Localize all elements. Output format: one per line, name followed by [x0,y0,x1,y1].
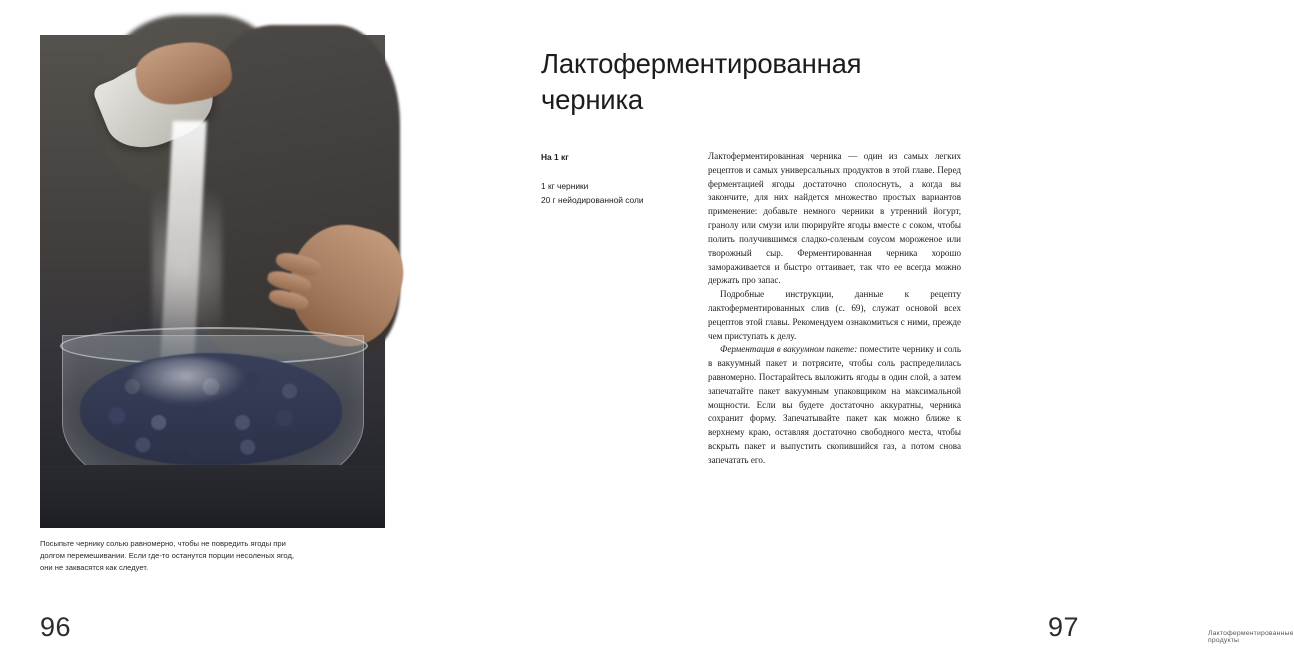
page-number-right: 97 [1048,612,1080,642]
photo-salt-on-berries [126,357,246,405]
photo-table-surface [40,465,385,528]
body-paragraph: Лактоферментированная черника — один из самых легких рецептов и самых универсальных продуктов в этой главе. Перед ферментацией ягоды достаточно сполоснуть, а когда вы закончите, для них найдется множество простых вариантов применение: добавьте немного черники в утренний йогурт, гранолу или смузи или пюрируйте ягоды вместе с соком, чтобы полить получившимся сладко-соленым соусом мороженое или творожный сыр. Ферментированная черника хорошо замораживается и быстро оттаивает, так что ее всегда можно держать про запас. [708,151,961,286]
ingredient-item: 20 г нейодированной соли [541,195,644,206]
ingredient-item: 1 кг черники [541,180,589,191]
running-head: Лактоферментированные продукты [1208,630,1294,644]
right-page [500,0,1294,672]
body-paragraph-vacuum [708,343,961,467]
body-paragraph-lead: Ферментация в вакуумном пакете: [720,344,858,355]
body-paragraph-rest: поместите чернику и соль в вакуумный пакет и потрясите, чтобы соль распределилась равномерно. Постарайтесь выложить ягоды в один слой, а затем запечатайте пакет вакуумным упаковщиком на максимальной мощности. Если вы будете достаточно аккуратны, черника сохранит форму. Запечатывайте пакет как можно ближе к верхнему краю, оставляя достаточно свободного места, чтобы вскрыть пакет и выпустить скопившийся газ, а потом снова запечатать его. [708,344,961,465]
body-paragraph: Подробные инструкции, данные к рецепту лактоферментированных слив (с. 69), служат основой всех рецептов этой главы. Рекомендуем ознакомиться с ними, прежде чем приступать к делу. [708,289,961,341]
body-text-column [708,150,961,468]
ingredients-heading: На 1 кг [541,152,569,162]
ingredients-block [541,150,691,208]
page-title: Лактоферментированная черника [541,48,862,115]
photo-caption: Посыпьте чернику солью равномерно, чтобы не повредить ягоды при долгом перемешивании. Если где-то останутся порции несоленых ягод, они не заквасятся как следует. [40,539,295,572]
ingredients-list [541,179,691,208]
left-page [0,0,500,672]
page-number-left: 96 [40,612,72,642]
photo-image [40,35,385,528]
